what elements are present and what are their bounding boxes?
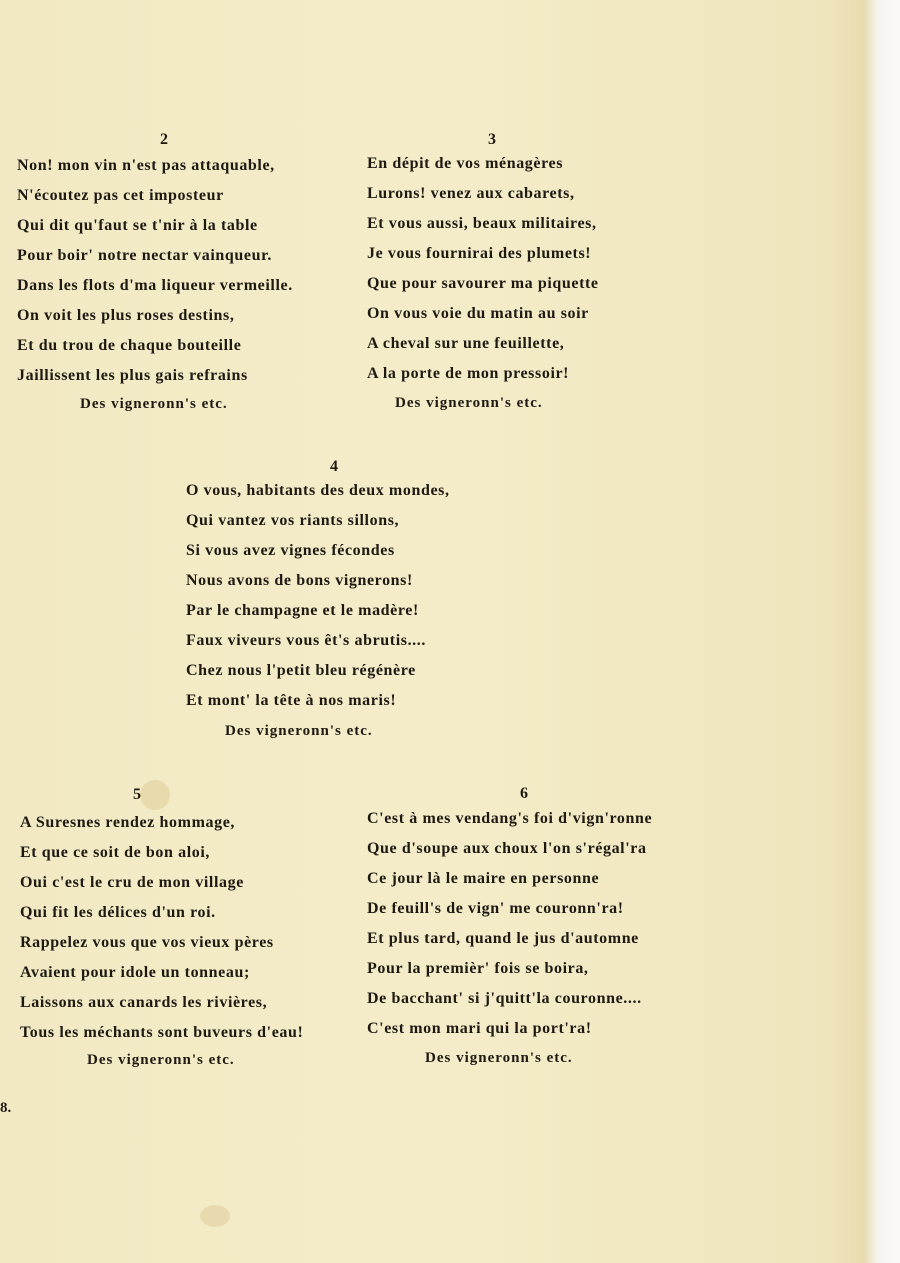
verse-line: O vous, habitants des deux mondes, xyxy=(186,482,450,499)
stanza-number: 5 xyxy=(133,786,141,803)
verse-line: Et vous aussi, beaux militaires, xyxy=(367,215,597,232)
verse-line: A Suresnes rendez hommage, xyxy=(20,814,236,831)
refrain-line: Des vigneronn's etc. xyxy=(395,395,543,411)
verse-line: Faux viveurs vous êt's abrutis.... xyxy=(186,632,426,649)
verse-line: Chez nous l'petit bleu régénère xyxy=(186,662,416,679)
refrain-line: Des vigneronn's etc. xyxy=(225,723,373,739)
verse-line: Que d'soupe aux choux l'on s'régal'ra xyxy=(367,840,647,857)
page-number: 8. xyxy=(0,1100,12,1116)
paper-stain xyxy=(200,1205,230,1227)
stanza-number: 4 xyxy=(330,458,338,475)
verse-line: Que pour savourer ma piquette xyxy=(367,275,599,292)
verse-line: N'écoutez pas cet imposteur xyxy=(17,187,224,204)
verse-line: Avaient pour idole un tonneau; xyxy=(20,964,250,981)
verse-line: Laissons aux canards les rivières, xyxy=(20,994,268,1011)
stanza-number: 6 xyxy=(520,785,528,802)
verse-line: Et que ce soit de bon aloi, xyxy=(20,844,210,861)
verse-line: Et mont' la tête à nos maris! xyxy=(186,692,397,709)
refrain-line: Des vigneronn's etc. xyxy=(80,396,228,412)
verse-line: Et du trou de chaque bouteille xyxy=(17,337,242,354)
verse-line: Dans les flots d'ma liqueur vermeille. xyxy=(17,277,293,294)
paper-stain xyxy=(140,780,170,810)
verse-line: C'est à mes vendang's foi d'vign'ronne xyxy=(367,810,653,827)
verse-line: Non! mon vin n'est pas attaquable, xyxy=(17,157,275,174)
stanza-number: 3 xyxy=(488,131,496,148)
verse-line: A cheval sur une feuillette, xyxy=(367,335,565,352)
verse-line: Qui vantez vos riants sillons, xyxy=(186,512,400,529)
verse-line: C'est mon mari qui la port'ra! xyxy=(367,1020,592,1037)
verse-line: Oui c'est le cru de mon village xyxy=(20,874,244,891)
verse-line: Qui fit les délices d'un roi. xyxy=(20,904,216,921)
verse-line: On voit les plus roses destins, xyxy=(17,307,235,324)
stanza-number: 2 xyxy=(160,131,168,148)
verse-line: Lurons! venez aux cabarets, xyxy=(367,185,575,202)
verse-line: Jaillissent les plus gais refrains xyxy=(17,367,248,384)
verse-line: Tous les méchants sont buveurs d'eau! xyxy=(20,1024,304,1041)
verse-line: Pour la premièr' fois se boira, xyxy=(367,960,589,977)
verse-line: Qui dit qu'faut se t'nir à la table xyxy=(17,217,258,234)
refrain-line: Des vigneronn's etc. xyxy=(425,1050,573,1066)
verse-line: Rappelez vous que vos vieux pères xyxy=(20,934,274,951)
verse-line: Pour boir' notre nectar vainqueur. xyxy=(17,247,272,264)
refrain-line: Des vigneronn's etc. xyxy=(87,1052,235,1068)
verse-line: De feuill's de vign' me couronn'ra! xyxy=(367,900,624,917)
verse-line: Nous avons de bons vignerons! xyxy=(186,572,413,589)
verse-line: En dépit de vos ménagères xyxy=(367,155,564,172)
verse-line: A la porte de mon pressoir! xyxy=(367,365,570,382)
verse-line: Et plus tard, quand le jus d'automne xyxy=(367,930,639,947)
verse-line: De bacchant' si j'quitt'la couronne.... xyxy=(367,990,642,1007)
verse-line: Par le champagne et le madère! xyxy=(186,602,419,619)
verse-line: Ce jour là le maire en personne xyxy=(367,870,600,887)
verse-line: Je vous fournirai des plumets! xyxy=(367,245,592,262)
verse-line: Si vous avez vignes fécondes xyxy=(186,542,395,559)
verse-line: On vous voie du matin au soir xyxy=(367,305,589,322)
